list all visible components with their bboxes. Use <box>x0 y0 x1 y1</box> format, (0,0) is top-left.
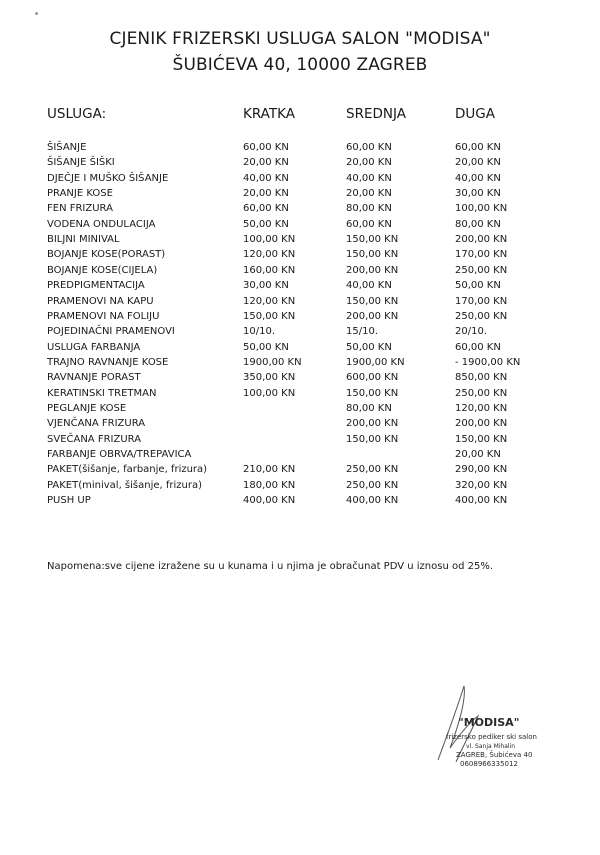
price-long: 50,00 KN <box>455 280 501 292</box>
service-name: USLUGA FARBANJA <box>47 341 141 353</box>
price-long: 200,00 KN <box>455 234 508 246</box>
table-row <box>0 434 600 449</box>
table-row <box>0 173 600 188</box>
price-medium: 400,00 KN <box>346 495 399 507</box>
price-short: 60,00 KN <box>243 142 289 153</box>
table-row <box>0 342 600 357</box>
table-row <box>0 188 600 203</box>
price-medium: 200,00 KN <box>346 418 399 430</box>
price-short: 120,00 KN <box>243 249 296 261</box>
price-medium: 200,00 KN <box>346 310 399 322</box>
service-name: PUSH UP <box>47 495 91 507</box>
price-medium: 250,00 KN <box>346 464 399 476</box>
price-medium: 150,00 KN <box>346 433 399 445</box>
price-long: 250,00 KN <box>455 387 508 399</box>
service-name: POJEDINAČNI PRAMENOVI <box>47 326 175 338</box>
stamp-line-1: frizersko pediker ski salon <box>446 733 537 741</box>
price-medium: 20,00 KN <box>346 188 392 200</box>
price-long: 60,00 KN <box>455 142 501 153</box>
table-row <box>0 234 600 249</box>
price-medium: 600,00 KN <box>346 372 399 384</box>
price-medium: 80,00 KN <box>346 203 392 215</box>
table-row <box>0 142 600 157</box>
table-row <box>0 418 600 433</box>
price-short: 400,00 KN <box>243 495 296 507</box>
service-name: PRANJE KOSE <box>47 188 113 200</box>
price-medium: 60,00 KN <box>346 142 392 153</box>
service-name: PRAMENOVI NA FOLIJU <box>47 310 160 322</box>
service-name: ŠIŠANJE ŠIŠKI <box>47 157 115 169</box>
price-medium: 1900,00 KN <box>346 356 405 368</box>
table-row <box>0 449 600 464</box>
service-name: TRAJNO RAVNANJE KOSE <box>47 356 169 368</box>
document-address: ŠUBIĆEVA 40, 10000 ZAGREB <box>172 55 428 75</box>
service-name: DJEČJE I MUŠKO ŠIŠANJE <box>47 172 169 184</box>
service-name: RAVNANJE PORAST <box>47 372 141 384</box>
price-short: 20,00 KN <box>243 188 289 200</box>
table-row <box>0 403 600 418</box>
stamp-line-4: 0608966335012 <box>460 760 518 768</box>
table-row <box>0 372 600 387</box>
document-title: CJENIK FRIZERSKI USLUGA SALON "MODISA" <box>109 29 491 49</box>
table-row <box>0 357 600 372</box>
table-row <box>0 157 600 172</box>
service-name: VJENČANA FRIZURA <box>47 418 146 430</box>
price-short: 60,00 KN <box>243 203 289 215</box>
table-row <box>0 249 600 264</box>
column-header-short: KRATKA <box>243 106 295 122</box>
salon-stamp <box>420 678 570 788</box>
table-row <box>0 464 600 479</box>
service-name: BOJANJE KOSE(CIJELA) <box>47 264 158 276</box>
stamp-name: "MODISA" <box>458 716 520 729</box>
price-medium: 60,00 KN <box>346 218 392 230</box>
service-name: PAKET(minival, šišanje, frizura) <box>47 479 203 491</box>
price-medium: 200,00 KN <box>346 264 399 276</box>
price-short: 180,00 KN <box>243 479 296 491</box>
table-row <box>0 280 600 295</box>
table-row <box>0 495 600 510</box>
table-row <box>0 311 600 326</box>
price-short: 120,00 KN <box>243 295 296 307</box>
service-name: BILJNI MINIVAL <box>47 234 120 246</box>
price-long: 100,00 KN <box>455 203 508 215</box>
price-medium: 15/10. <box>346 326 378 338</box>
table-row <box>0 203 600 218</box>
service-name: PREDPIGMENTACIJA <box>47 280 145 292</box>
price-long: 20,00 KN <box>455 449 501 460</box>
service-name: VODENA ONDULACIJA <box>47 218 156 230</box>
price-long: 200,00 KN <box>455 418 508 430</box>
price-long: 40,00 KN <box>455 172 501 184</box>
price-short: 50,00 KN <box>243 218 289 230</box>
price-long: 290,00 KN <box>455 464 508 476</box>
price-long: 250,00 KN <box>455 310 508 322</box>
service-name: SVEČANA FRIZURA <box>47 433 142 445</box>
service-name: PRAMENOVI NA KAPU <box>47 295 154 307</box>
column-header-medium: SREDNJA <box>346 106 406 122</box>
service-name: ŠIŠANJE <box>47 142 87 153</box>
price-short: 100,00 KN <box>243 387 296 399</box>
service-name: FEN FRIZURA <box>47 203 113 215</box>
price-long: 320,00 KN <box>455 479 508 491</box>
price-long: 120,00 KN <box>455 402 508 414</box>
table-row <box>0 219 600 234</box>
price-medium: 80,00 KN <box>346 402 392 414</box>
table-row <box>0 388 600 403</box>
price-short: 150,00 KN <box>243 310 296 322</box>
table-row <box>0 480 600 495</box>
price-long: 250,00 KN <box>455 264 508 276</box>
price-long: 170,00 KN <box>455 249 508 261</box>
vat-note: Napomena:sve cijene izražene su u kunama i u njima je obračunat PDV u iznosu od 25%. <box>47 561 494 572</box>
price-short: 1900,00 KN <box>243 356 302 368</box>
price-long: 20/10. <box>455 326 487 338</box>
service-name: PAKET(šišanje, farbanje, frizura) <box>47 464 208 476</box>
service-name: PEGLANJE KOSE <box>47 402 127 414</box>
price-long: - 1900,00 KN <box>455 356 521 368</box>
table-row <box>0 326 600 341</box>
stamp-line-2: vl. Sanja Mihalin <box>466 743 516 750</box>
price-short: 10/10. <box>243 326 275 338</box>
price-long: 80,00 KN <box>455 218 501 230</box>
price-medium: 50,00 KN <box>346 341 392 353</box>
price-long: 850,00 KN <box>455 372 508 384</box>
price-medium: 150,00 KN <box>346 387 399 399</box>
price-medium: 150,00 KN <box>346 234 399 246</box>
price-long: 30,00 KN <box>455 188 501 200</box>
price-medium: 40,00 KN <box>346 280 392 292</box>
price-long: 20,00 KN <box>455 157 501 169</box>
column-header-long: DUGA <box>455 106 495 122</box>
column-header-service: USLUGA: <box>47 106 107 122</box>
price-short: 50,00 KN <box>243 341 289 353</box>
price-short: 40,00 KN <box>243 172 289 184</box>
price-short: 350,00 KN <box>243 372 296 384</box>
price-short: 100,00 KN <box>243 234 296 246</box>
price-long: 400,00 KN <box>455 495 508 507</box>
price-medium: 150,00 KN <box>346 249 399 261</box>
price-long: 60,00 KN <box>455 341 501 353</box>
service-name: KERATINSKI TRETMAN <box>47 387 157 399</box>
price-long: 150,00 KN <box>455 433 508 445</box>
service-name: FARBANJE OBRVA/TREPAVICA <box>47 449 192 460</box>
scan-speck <box>35 12 38 15</box>
price-medium: 250,00 KN <box>346 479 399 491</box>
table-row <box>0 296 600 311</box>
service-name: BOJANJE KOSE(PORAST) <box>47 249 166 261</box>
price-medium: 20,00 KN <box>346 157 392 169</box>
price-medium: 150,00 KN <box>346 295 399 307</box>
table-row <box>0 265 600 280</box>
stamp-line-3: ZAGREB, Šubićeva 40 <box>456 751 533 759</box>
price-short: 30,00 KN <box>243 280 289 292</box>
price-short: 160,00 KN <box>243 264 296 276</box>
price-short: 210,00 KN <box>243 464 296 476</box>
price-short: 20,00 KN <box>243 157 289 169</box>
price-long: 170,00 KN <box>455 295 508 307</box>
price-medium: 40,00 KN <box>346 172 392 184</box>
